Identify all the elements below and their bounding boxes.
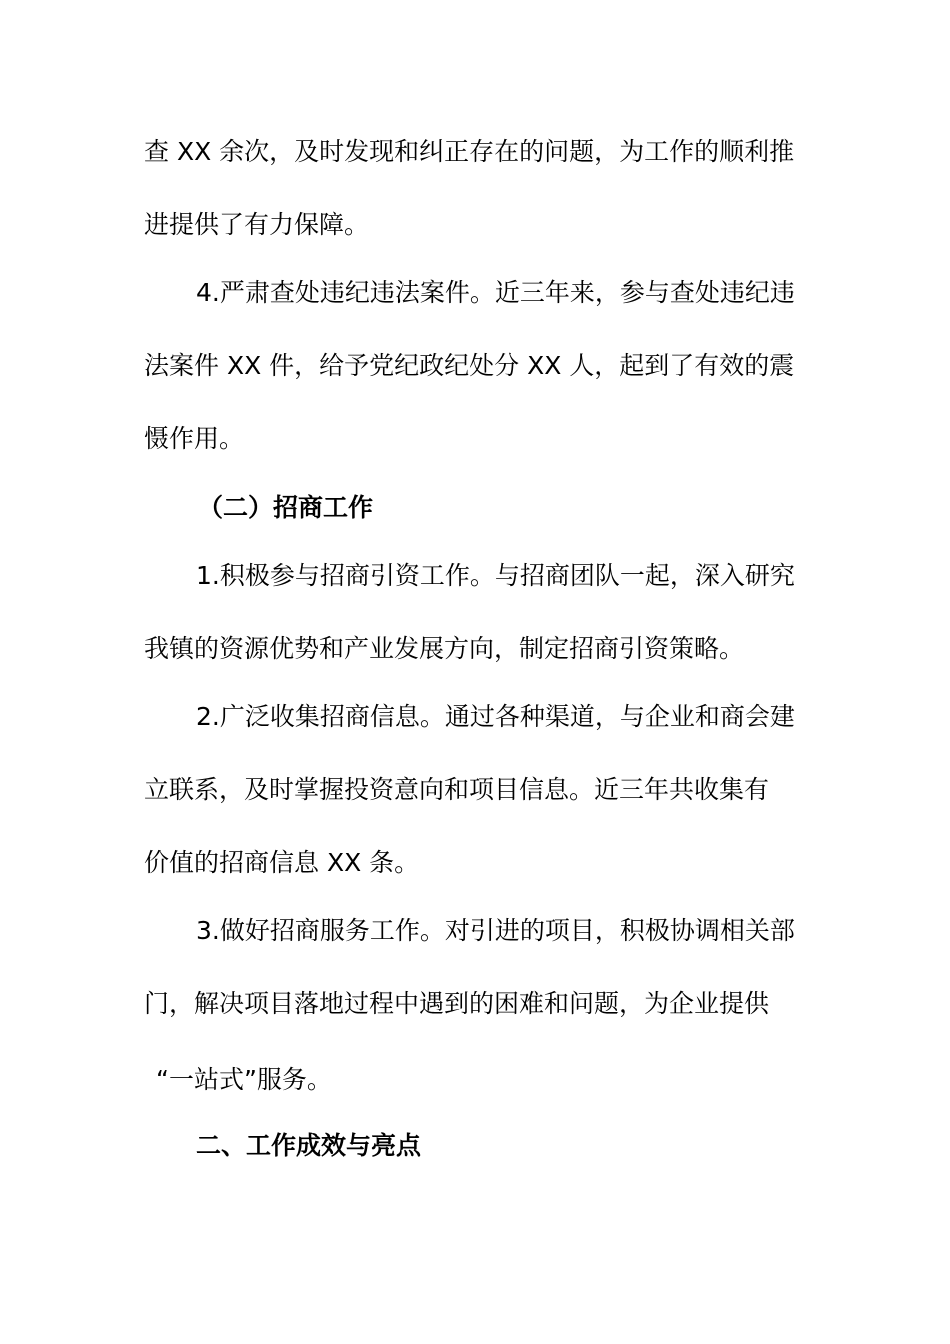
list-item-line: 1.积极参与招商引资工作。与招商团队一起，深入研究 [196,561,795,590]
paragraph-line: 查 XX 余次，及时发现和纠正存在的问题，为工作的顺利推 [144,137,795,166]
paragraph-line: 门，解决项目落地过程中遇到的困难和问题，为企业提供 [144,989,770,1018]
paragraph-line: 我镇的资源优势和产业发展方向，制定招商引资策略。 [144,634,745,663]
chapter-heading: 二、工作成效与亮点 [196,1131,422,1160]
paragraph-line: 立联系，及时掌握投资意向和项目信息。近三年共收集有 [144,775,770,804]
paragraph-line: 法案件 XX 件，给予党纪政纪处分 XX 人，起到了有效的震 [144,351,795,380]
paragraph-line: 价值的招商信息 XX 条。 [144,848,420,877]
list-item-line: 3.做好招商服务工作。对引进的项目，积极协调相关部 [196,916,795,945]
paragraph-line: 慑作用。 [144,424,245,453]
paragraph-line: “一站式”服务。 [156,1065,332,1094]
section-heading: （二）招商工作 [198,493,374,522]
paragraph-line: 进提供了有力保障。 [144,210,370,239]
list-item-line: 4.严肃查处违纪违法案件。近三年来，参与查处违纪违 [196,278,795,307]
list-item-line: 2.广泛收集招商信息。通过各种渠道，与企业和商会建 [196,702,795,731]
